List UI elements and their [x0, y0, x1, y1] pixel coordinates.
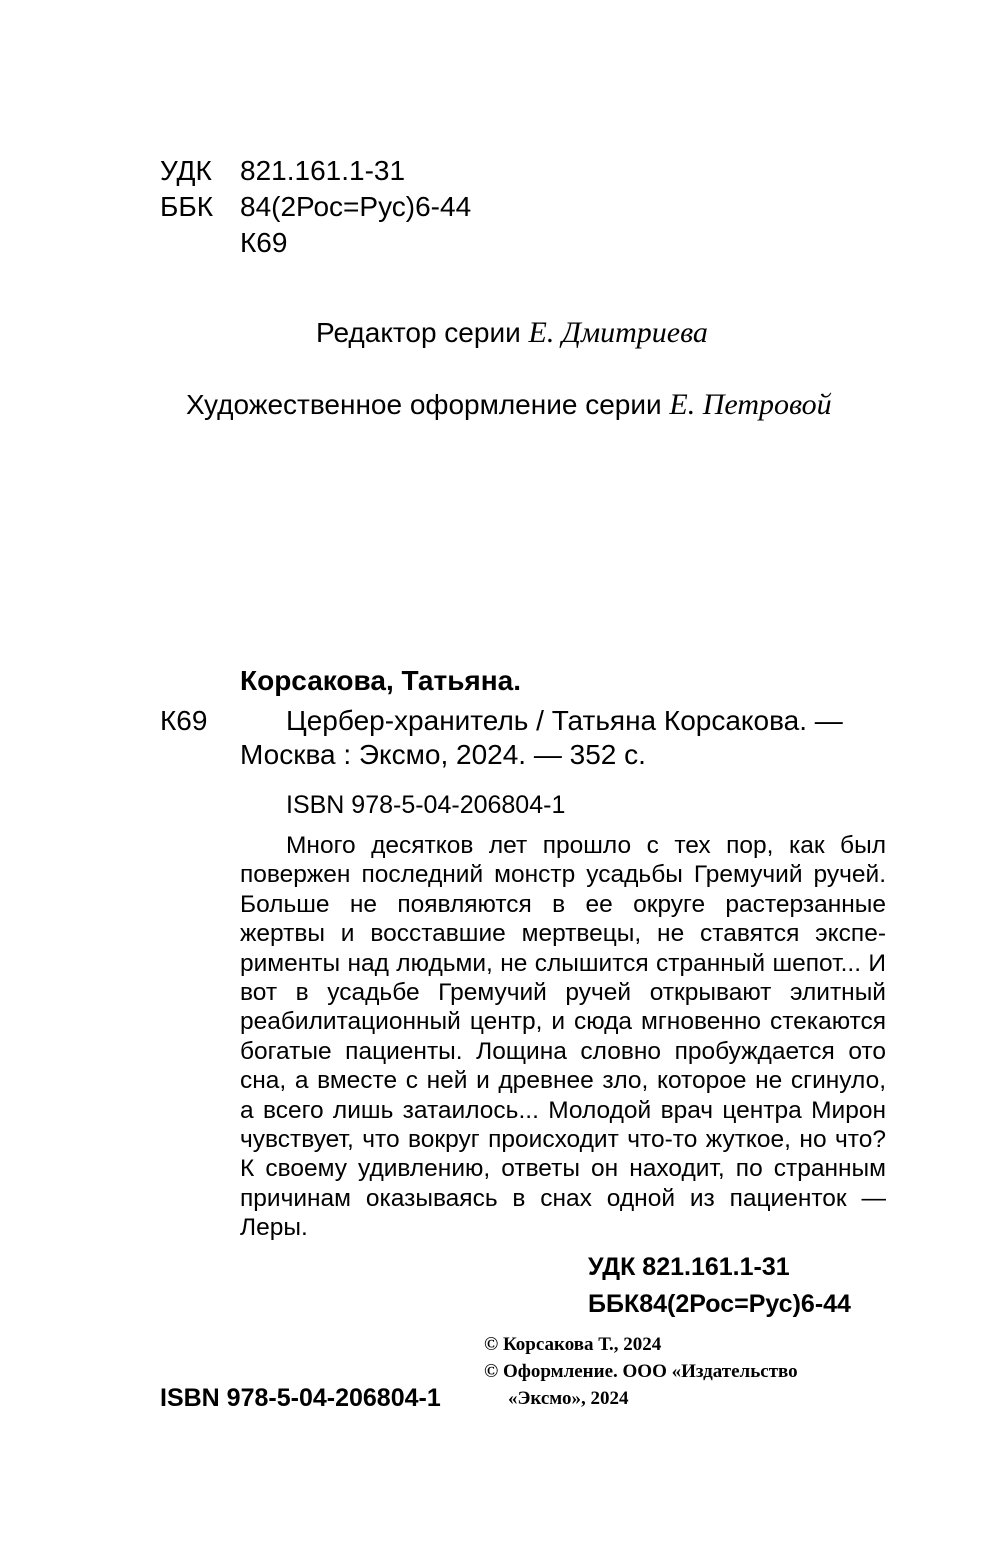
classification-block [160, 154, 560, 264]
copyright-author: © Корсакова Т., 2024 [484, 1334, 662, 1355]
udk-value: 821.161.1-31 [240, 155, 406, 186]
bbk-value: 84(2Рос=Рус)6-44 [240, 191, 472, 222]
author-mark: К69 [240, 227, 288, 258]
udk-label: УДК [160, 155, 212, 186]
author-heading: Корсакова, Татьяна. [240, 665, 522, 696]
copyright-design-line-1: © Оформление. ООО «Издательство [484, 1361, 798, 1382]
design-credit [186, 388, 832, 422]
bottom-udk: УДК 821.161.1-31 [588, 1253, 790, 1281]
annotation: Много десятков лет прошло с тех пор, как был повержен последний монстр усадьбы Гремучий ручей. Больше не появляются в ее округе растерзанные жертвы и восставшие мертвецы, не ставятся эксперименты над людьми, не слышится странный шепот... И вот в усадьбе Гремучий ручей открывают элитный реабилитационный центр, и сюда мгновенно стекаются богатые пациенты. Лощина словно пробуждается ото сна, а вместе с ней и древнее зло, которое не сгинуло, а всего лишь затаилось... Молодой врач центра Мирон чувствует, что вокруг происходит что-то жуткое, но что? К своему удивлению, ответы он находит, по странным причинам оказываясь в снах одной из пациенток — Леры. [240, 832, 886, 1242]
editor-name: Е. Дмитриева [528, 316, 708, 349]
design-prefix: Художественное оформление серии [186, 389, 662, 420]
bottom-bbk: ББК84(2Рос=Рус)6-44 [588, 1290, 851, 1318]
design-name: Е. Петровой [669, 388, 832, 421]
title-line-2: Москва : Эксмо, 2024. — 352 с. [240, 739, 646, 770]
bbk-label: ББК [160, 191, 214, 222]
copyright-design-line-2: «Эксмо», 2024 [508, 1388, 629, 1409]
editor-prefix: Редактор серии [316, 317, 521, 348]
editor-credit [316, 316, 708, 350]
title-line-1: Цербер-хранитель / Татьяна Корсакова. — [286, 705, 843, 736]
card-author-mark: К69 [160, 705, 208, 736]
card-isbn: ISBN 978-5-04-206804-1 [286, 791, 566, 819]
bottom-isbn: ISBN 978-5-04-206804-1 [160, 1384, 441, 1412]
